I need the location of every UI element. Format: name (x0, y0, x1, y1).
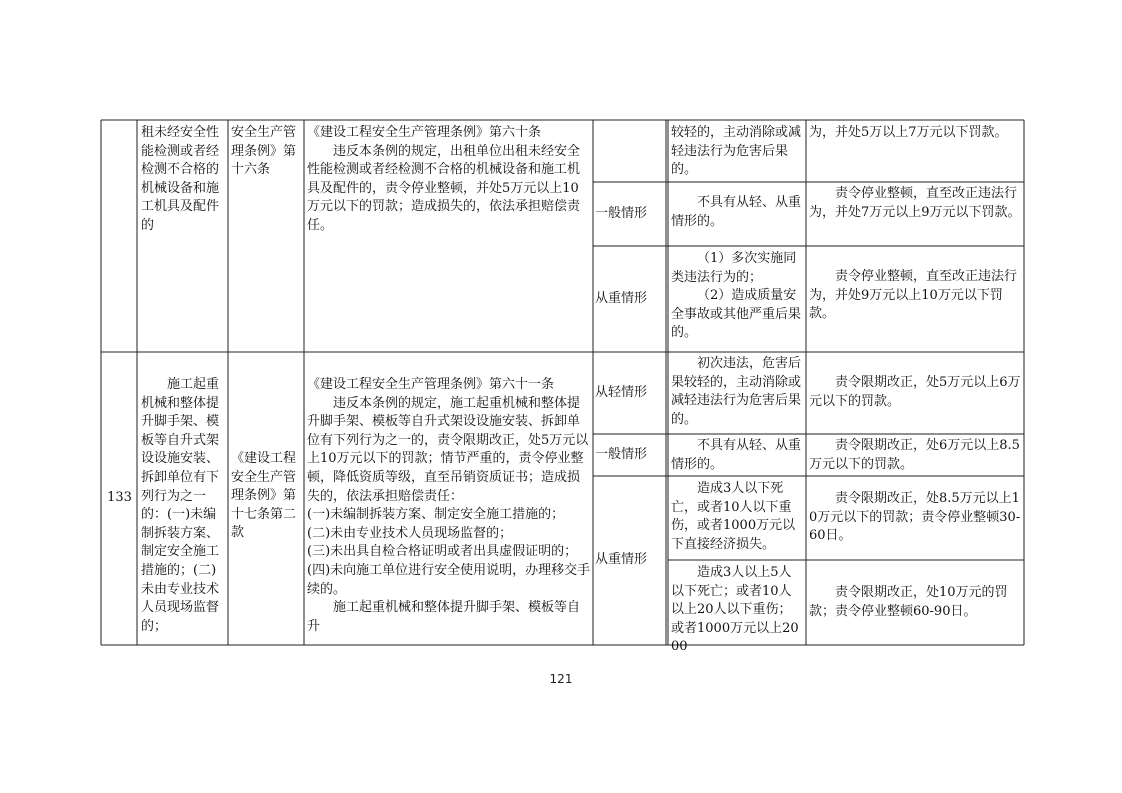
row1-violation: 租未经安全性能检测或者经检测不合格的机械设备和施工机具及配件的 (141, 125, 220, 233)
row133-severe-a-circumstance: 造成3人以下死亡，或者10人以下重伤，或者1000万元以下直接经济损失。 (671, 481, 796, 552)
row133-legal-basis: 《建设工程安全生产管理条例》第十七条第二款 (231, 451, 297, 541)
row133-severe-label: 从重情形 (595, 552, 648, 568)
row133-general-label: 一般情形 (595, 446, 648, 462)
row1-severe-label-cell (595, 246, 665, 352)
row1-general-label: 一般情形 (595, 205, 648, 221)
row133-general-circumstance: 不具有从轻、从重情形的。 (671, 438, 802, 472)
row133-provision-title: 《建设工程安全生产管理条例》第六十一条 (307, 377, 555, 392)
row133-number: 133 (107, 490, 132, 506)
row1-general-circumstance: 不具有从轻、从重情形的。 (671, 195, 802, 229)
row133-provision-item-4: (四)未向施工单位进行安全使用说明，办理移交手续的。 (307, 562, 591, 597)
row133-severe-label-cell (595, 476, 665, 645)
row133-light-label: 从轻情形 (595, 384, 648, 400)
row1-provision-title: 《建设工程安全生产管理条例》第六十条 (307, 125, 542, 140)
row1-provision (307, 124, 591, 236)
row133-severe-a-penalty: 责令限期改正，处8.5万元以上10万元以下的罚款；责令停业整顿30-60日。 (809, 491, 1021, 544)
row133-provision-body: 违反本条例的规定，施工起重机械和整体提升脚手架、模板等自升式架设设施安装、拆卸单位有下列行为之一的，责令限期改正，处5万元以上10万元以下的罚款；情节严重的，责令停业整顿，降低资质等级，直至吊销资质证书；造成损失的，依法承担赔偿责任： (307, 395, 589, 504)
row133-light-penalty: 责令限期改正，处5万元以上6万元以下的罚款。 (809, 375, 1021, 409)
row133-light-circumstance: 初次违法，危害后果较轻的，主动消除或减轻违法行为危害后果的。 (671, 356, 802, 427)
row1-legal-basis: 安全生产管理条例》第十六条 (231, 125, 297, 178)
row1-severe-circumstance-1: （1）多次实施同类违法行为的； (671, 251, 797, 285)
row1-general-penalty: 责令停业整顿，直至改正违法行为，并处7万元以上9万元以下罚款。 (809, 186, 1021, 220)
row1-general-label-cell (595, 182, 665, 246)
page-number: 121 (549, 672, 573, 686)
row133-severe-b-circumstance: 造成3人以上5人以下死亡；或者10人以上20人以下重伤；或者1000万元以上2000 (671, 565, 799, 655)
row133-provision-item-3: (三)未出具自检合格证明或者出具虚假证明的； (307, 544, 578, 560)
row133-light-label-cell (595, 352, 665, 434)
row133-provision (307, 376, 591, 636)
row133-violation: 施工起重机械和整体提升脚手架、模板等自升式架设设施安装、拆卸单位有下列行为之一的：(一)未编制拆装方案、制定安全施工措施的；(二)未由专业技术人员现场监督的； (141, 377, 220, 634)
row1-severe-label: 从重情形 (595, 290, 648, 306)
row1-severe-circumstance (671, 250, 804, 343)
row133-provision-item-2: (二)未由专业技术人员现场监督的； (307, 525, 513, 541)
row1-severe-penalty: 责令停业整顿，直至改正违法行为，并处9万元以上10万元以下罚款。 (809, 269, 1018, 322)
row133-number-cell (102, 352, 137, 645)
row133-severe-b-penalty: 责令限期改正，处10万元的罚款；责令停业整顿60-90日。 (809, 585, 1008, 619)
row133-provision-item-1: (一)未编制拆装方案、制定安全施工措施的； (307, 507, 565, 523)
row1-top-penalty: 为，并处5万以上7万元以下罚款。 (809, 125, 1008, 140)
row133-general-label-cell (595, 434, 665, 476)
row1-severe-circumstance-2: （2）造成质量安全事故或其他严重后果的。 (671, 288, 802, 341)
row133-general-penalty: 责令限期改正，处6万元以上8.5万元以下的罚款。 (809, 438, 1020, 472)
row1-top-circumstance: 较轻的，主动消除或减轻违法行为危害后果的。 (671, 125, 802, 178)
row133-provision-tail: 施工起重机械和整体提升脚手架、模板等自升 (307, 600, 581, 634)
row1-provision-body: 违反本条例的规定，出租单位出租未经安全性能检测或者经检测不合格的机械设备和施工机具及配件的，责令停业整顿，并处5万元以上10万元以下的罚款；造成损失的，依法承担赔偿责任。 (307, 143, 581, 233)
